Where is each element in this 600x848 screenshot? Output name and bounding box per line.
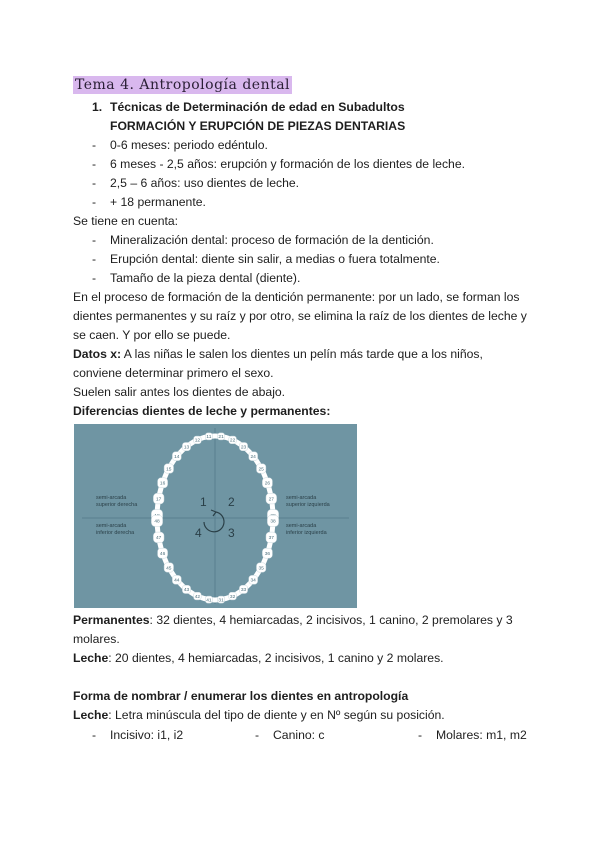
tooth-number: 37 <box>268 536 274 542</box>
bullet-dash: - <box>92 157 97 171</box>
leche-text: : 20 dientes, 4 hemiarcadas, 2 incisivos, 1 canino y 2 molares. <box>108 651 444 665</box>
paragraph-line: se caen. Y por ello se puede. <box>73 328 231 342</box>
tooth-number: 12 <box>194 438 201 444</box>
paragraph-line: En el proceso de formación de la dentición permanente: por un lado, se forman los <box>73 290 520 304</box>
tooth-number: 31 <box>218 598 224 604</box>
naming-heading: Forma de nombrar / enumerar los dientes en antropología <box>73 689 409 703</box>
list-item: 2,5 – 6 años: uso dientes de leche. <box>110 176 300 190</box>
quadrant-label: 3 <box>228 526 235 540</box>
tooth-number: 34 <box>250 578 256 584</box>
section-heading: Técnicas de Determinación de edad en Subadultos <box>110 100 405 114</box>
tooth-number: 25 <box>258 467 264 473</box>
tooth-number: 17 <box>156 497 162 503</box>
tooth-number: 46 <box>159 552 166 557</box>
section-subheading: FORMACIÓN Y ERUPCIÓN DE PIEZAS DENTARIAS <box>110 119 406 133</box>
tooth-number: 14 <box>174 455 180 460</box>
datos-line-3: Suelen salir antes los dientes de abajo. <box>73 385 286 399</box>
tooth-number: 11 <box>206 435 212 441</box>
naming-leche-line <box>73 707 445 723</box>
leche-label: Leche <box>73 651 109 665</box>
semi-arcada-label: superior derecha <box>96 502 138 508</box>
permanentes-line-2: molares. <box>73 632 120 646</box>
considerations-intro: Se tiene en cuenta: <box>73 214 179 228</box>
datos-text: A las niñas le salen los dientes un pelín más tarde que a los niños, <box>121 347 483 361</box>
semi-arcada-label: inferior izquierda <box>286 530 327 536</box>
tooth-number: 26 <box>264 481 271 487</box>
datos-label: Datos x: <box>73 347 122 361</box>
dental-diagram-svg <box>74 424 357 608</box>
tooth-number: 44 <box>174 578 180 584</box>
tooth-number: 43 <box>183 588 190 594</box>
tooth-number: 45 <box>166 566 172 572</box>
list-item: Mineralización dental: proceso de formación de la dentición. <box>110 233 434 247</box>
tooth-number: 21 <box>218 435 224 441</box>
naming-leche-text: : Letra minúscula del tipo de diente y en Nº según su posición. <box>108 708 445 722</box>
tooth-number: 32 <box>229 594 236 600</box>
leche-line <box>73 650 444 666</box>
list-item: Molares: m1, m2 <box>436 728 527 742</box>
list-item: Tamaño de la pieza dental (diente). <box>110 271 301 285</box>
tooth-number: 48 <box>154 519 160 525</box>
bullet-dash: - <box>92 252 97 266</box>
quadrant-label: 4 <box>195 526 202 540</box>
list-item: 6 meses - 2,5 años: erupción y formación de los dientes de leche. <box>110 157 465 171</box>
semi-arcada-label: semi-arcada <box>286 495 317 501</box>
list-item: Incisivo: i1, i2 <box>110 728 184 742</box>
semi-arcada-label: semi-arcada <box>286 523 317 529</box>
quadrant-label: 1 <box>200 495 207 509</box>
list-item: Erupción dental: diente sin salir, a medias o fuera totalmente. <box>110 252 440 266</box>
tooth-number: 27 <box>268 497 274 503</box>
tooth-number: 23 <box>240 445 247 451</box>
paragraph-line: dientes permanentes y su raíz y por otro, se elimina la raíz de los dientes de leche y <box>73 309 527 323</box>
permanentes-text: : 32 dientes, 4 hemiarcadas, 2 incisivos, 1 canino, 2 premolares y 3 <box>149 613 513 627</box>
permanentes-label: Permanentes <box>73 613 150 627</box>
datos-line-2: conviene determinar primero el sexo. <box>73 366 274 380</box>
list-item: + 18 permanente. <box>110 195 206 209</box>
bullet-dash: - <box>255 728 260 742</box>
tooth-number: 35 <box>258 566 264 572</box>
bullet-dash: - <box>418 728 423 742</box>
semi-arcada-label: semi-arcada <box>96 495 127 501</box>
tooth-number: 42 <box>194 594 201 600</box>
quadrant-label: 2 <box>228 495 235 509</box>
bullet-dash: - <box>92 271 97 285</box>
semi-arcada-label: semi-arcada <box>96 523 127 529</box>
dental-diagram <box>74 424 357 608</box>
tooth-number: 16 <box>159 481 166 487</box>
tooth-number: 38 <box>270 519 276 525</box>
permanentes-line <box>73 612 513 628</box>
tooth-number: 13 <box>183 445 190 451</box>
differences-heading: Diferencias dientes de leche y permanentes: <box>73 404 331 418</box>
bullet-dash: - <box>92 728 97 742</box>
tooth-number: 36 <box>264 552 271 557</box>
tooth-number: 15 <box>166 467 172 473</box>
semi-arcada-label: inferior derecha <box>96 530 135 536</box>
naming-leche-label: Leche <box>73 708 109 722</box>
bullet-dash: - <box>92 195 97 209</box>
bullet-dash: - <box>92 176 97 190</box>
list-item: Canino: c <box>273 728 325 742</box>
bullet-dash: - <box>92 138 97 152</box>
page-title: Tema 4. Antropología dental <box>75 77 291 93</box>
semi-arcada-label: superior izquierda <box>286 502 330 508</box>
tooth-number: 22 <box>229 438 236 444</box>
tooth-number: 33 <box>240 588 247 594</box>
section-number: 1. <box>92 100 103 114</box>
bullet-dash: - <box>92 233 97 247</box>
list-item: 0-6 meses: periodo edéntulo. <box>110 138 268 152</box>
tooth-number: 41 <box>206 598 212 604</box>
tooth-number: 47 <box>156 536 162 542</box>
tooth-number: 24 <box>250 455 256 460</box>
datos-line <box>73 346 483 362</box>
